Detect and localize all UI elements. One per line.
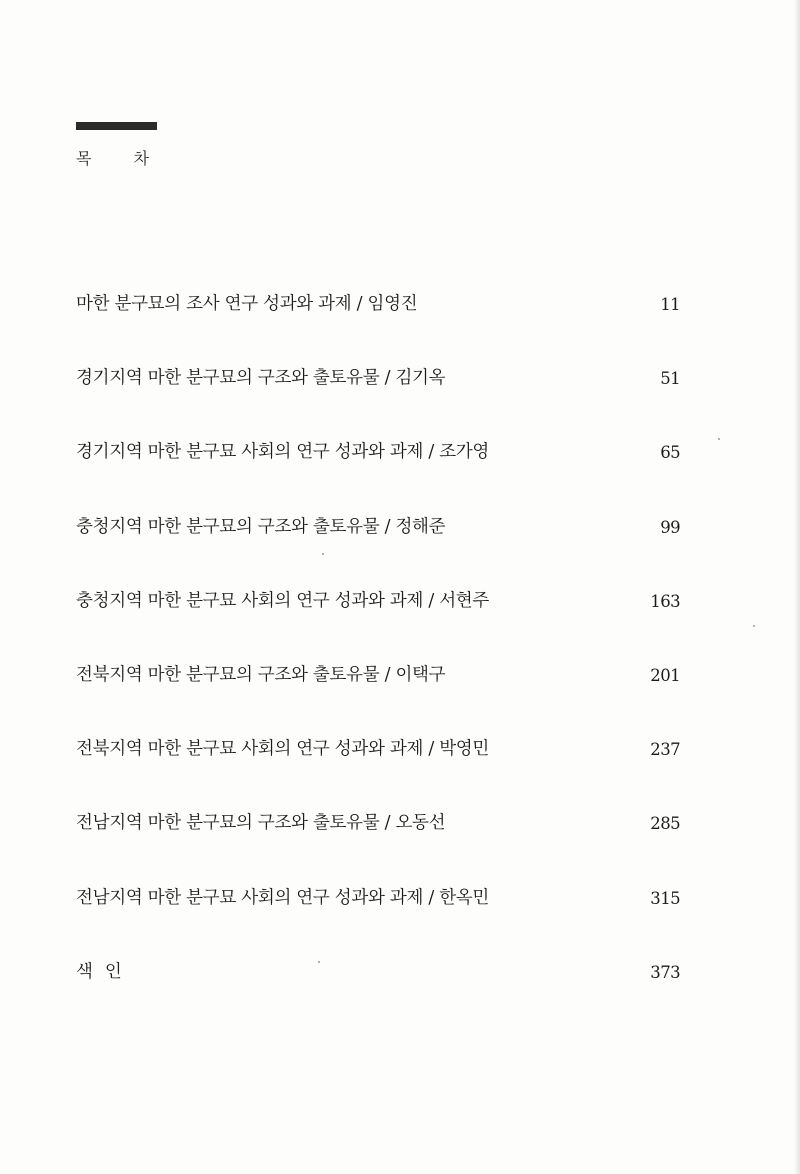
toc-entry-page: 51 xyxy=(660,369,680,389)
toc-entry[interactable] xyxy=(76,439,680,513)
paper-speck xyxy=(753,625,755,627)
toc-entry[interactable] xyxy=(76,810,680,884)
toc-entry-title: 경기지역 마한 분구묘 사회의 연구 성과와 과제 / 조가영 xyxy=(76,442,490,463)
toc-entry[interactable] xyxy=(76,662,680,736)
toc-entry[interactable] xyxy=(76,736,680,810)
toc-entry-title: 경기지역 마한 분구묘의 구조와 출토유물 / 김기옥 xyxy=(76,368,446,389)
paper-speck xyxy=(718,438,720,440)
toc-entry-title: 전북지역 마한 분구묘의 구조와 출토유물 / 이택구 xyxy=(76,664,446,685)
toc-entry[interactable] xyxy=(76,365,680,439)
toc-entry-page: 285 xyxy=(650,814,680,834)
toc-entry-page: 237 xyxy=(650,740,680,760)
toc-entry-index[interactable] xyxy=(76,959,680,1033)
toc-entry[interactable] xyxy=(76,885,680,959)
paper-speck xyxy=(322,553,324,555)
table-of-contents xyxy=(76,291,680,1033)
toc-entry[interactable] xyxy=(76,588,680,662)
toc-entry-title: 충청지역 마한 분구묘 사회의 연구 성과와 과제 / 서현주 xyxy=(76,590,490,611)
toc-entry-page: 315 xyxy=(650,888,680,908)
toc-entry-page: 99 xyxy=(660,517,680,537)
toc-entry[interactable] xyxy=(76,291,680,365)
toc-entry-title: 충청지역 마한 분구묘의 구조와 출토유물 / 정해준 xyxy=(76,516,446,537)
toc-entry-page: 373 xyxy=(650,962,680,982)
page-edge-shadow xyxy=(794,0,800,1174)
toc-entry-title: 전남지역 마한 분구묘의 구조와 출토유물 / 오동선 xyxy=(76,813,446,834)
toc-entry-title: 전북지역 마한 분구묘 사회의 연구 성과와 과제 / 박영민 xyxy=(76,739,490,760)
toc-entry-page: 11 xyxy=(660,295,680,314)
toc-entry[interactable] xyxy=(76,514,680,588)
toc-entry-title: 마한 분구묘의 조사 연구 성과와 과제 / 임영진 xyxy=(76,294,418,314)
toc-entry-page: 201 xyxy=(650,665,680,685)
toc-entry-page: 65 xyxy=(660,443,680,463)
toc-entry-title: 전남지역 마한 분구묘 사회의 연구 성과와 과제 / 한옥민 xyxy=(76,887,490,908)
toc-entry-page: 163 xyxy=(650,591,680,611)
toc-entry-title: 색인 xyxy=(76,961,134,982)
header-bar xyxy=(76,122,157,130)
paper-speck xyxy=(318,961,320,963)
page-title: 목차 xyxy=(76,149,191,168)
